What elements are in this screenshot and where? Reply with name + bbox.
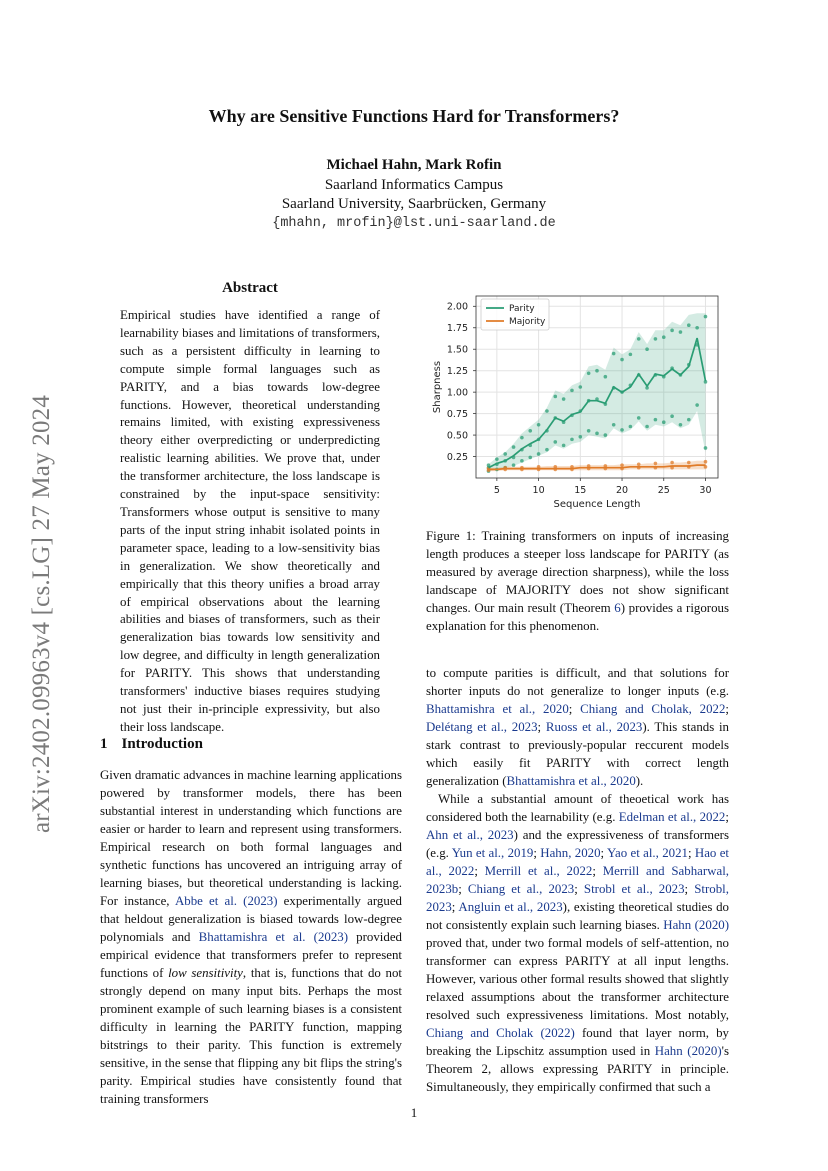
- affiliation-line-1: Saarland Informatics Campus: [324, 177, 504, 193]
- y-tick-label: 1.00: [446, 387, 468, 399]
- citation-link[interactable]: Ruoss et al., 2023: [545, 720, 643, 734]
- data-point-parity: [662, 335, 666, 339]
- citation-link[interactable]: Delétang et al., 2023: [426, 720, 538, 734]
- data-point-parity: [595, 369, 599, 373]
- data-point-majority: [670, 461, 674, 465]
- data-point-parity: [637, 416, 641, 420]
- data-point-parity: [528, 429, 532, 433]
- citation-link[interactable]: Chiang and Cholak, 2022: [580, 702, 726, 716]
- data-point-parity: [545, 409, 549, 413]
- emphasis-term: low sensitivity: [168, 966, 243, 980]
- data-point-majority: [704, 460, 708, 464]
- citation-link[interactable]: Ahn et al., 2023: [426, 828, 514, 842]
- data-point-parity: [654, 418, 658, 422]
- data-point-parity: [645, 425, 649, 429]
- data-point-parity: [528, 456, 532, 460]
- paper-title: Why are Sensitive Functions Hard for Transformers?: [208, 106, 620, 126]
- citation-link[interactable]: Hao et al., 2022: [426, 846, 730, 878]
- data-point-majority: [687, 461, 691, 465]
- y-tick-label: 0.50: [446, 430, 468, 442]
- data-point-parity: [495, 457, 499, 461]
- data-point-parity: [570, 438, 574, 442]
- data-point-parity: [537, 423, 541, 427]
- data-point-parity: [512, 463, 516, 467]
- data-point-parity: [662, 420, 666, 424]
- y-tick-label: 2.00: [446, 301, 468, 313]
- data-point-parity: [679, 423, 683, 427]
- section-title: Introduction: [121, 736, 203, 752]
- citation-link[interactable]: Bhattamishra et al., 2020: [506, 774, 636, 788]
- data-point-parity: [520, 459, 524, 463]
- data-point-parity: [512, 445, 516, 449]
- y-tick-label: 1.25: [446, 365, 468, 377]
- data-point-parity: [579, 385, 583, 389]
- x-tick-label: 15: [574, 485, 587, 496]
- x-axis-label: Sequence Length: [553, 499, 641, 510]
- citation-link[interactable]: Hahn (2020): [654, 1044, 722, 1058]
- data-point-majority: [620, 463, 624, 467]
- data-point-majority: [654, 462, 658, 466]
- citation-link[interactable]: Merrill and Sabharwal, 2023b: [426, 864, 730, 896]
- data-point-parity: [545, 448, 549, 452]
- citation-link[interactable]: Bhattamishra et al. (2023): [198, 930, 349, 944]
- citation-link[interactable]: Chiang et al., 2023: [467, 882, 575, 896]
- data-point-parity: [629, 425, 633, 429]
- x-tick-label: 20: [615, 485, 629, 496]
- legend-label-parity: Parity: [509, 304, 535, 315]
- data-point-parity: [695, 403, 699, 407]
- author-email: {mhahn, mrofin}@lst.uni-saarland.de: [272, 216, 556, 231]
- chart-legend: [481, 299, 549, 330]
- citation-link[interactable]: Chiang and Cholak (2022): [426, 1026, 575, 1040]
- data-point-parity: [670, 329, 674, 333]
- data-point-parity: [562, 397, 566, 401]
- data-point-parity: [637, 337, 641, 341]
- citation-link[interactable]: Hahn (2020): [663, 918, 729, 932]
- abstract-heading: Abstract: [222, 280, 278, 296]
- data-point-parity: [670, 414, 674, 418]
- citation-link[interactable]: Bhattamishra et al., 2020: [426, 702, 569, 716]
- citation-link[interactable]: Edelman et al., 2022: [618, 810, 726, 824]
- x-tick-label: 30: [699, 485, 712, 496]
- right-column-text: [426, 664, 729, 1096]
- data-point-parity: [604, 433, 608, 437]
- data-point-parity: [679, 330, 683, 334]
- section-heading-introduction: [100, 736, 203, 753]
- x-tick-label: 5: [493, 485, 500, 496]
- section-number: 1: [100, 736, 108, 752]
- y-axis-label: Sharpness: [432, 360, 443, 414]
- data-point-parity: [620, 428, 624, 432]
- data-point-parity: [604, 375, 608, 379]
- data-point-parity: [704, 446, 708, 450]
- x-tick-label: 10: [532, 485, 545, 496]
- data-point-parity: [620, 358, 624, 362]
- data-point-parity: [587, 429, 591, 433]
- data-point-parity: [553, 440, 557, 444]
- affiliation-line-2: Saarland University, Saarbrücken, Germany: [281, 196, 547, 212]
- citation-link[interactable]: Strobl et al., 2023: [583, 882, 685, 896]
- y-tick-label: 1.50: [446, 344, 468, 356]
- data-point-parity: [612, 352, 616, 356]
- data-point-parity: [629, 353, 633, 357]
- citation-link[interactable]: Strobl, 2023: [426, 882, 729, 914]
- data-point-parity: [687, 323, 691, 327]
- data-point-parity: [537, 452, 541, 456]
- data-point-parity: [704, 315, 708, 319]
- citation-link[interactable]: Yun et al., 2019: [451, 846, 534, 860]
- y-tick-label: 1.75: [446, 323, 468, 335]
- citation-link[interactable]: Angluin et al., 2023: [458, 900, 563, 914]
- x-tick-label: 25: [657, 485, 670, 496]
- author-names: Michael Hahn, Mark Rofin: [326, 157, 502, 173]
- page-number: 1: [410, 1105, 418, 1120]
- data-point-parity: [587, 371, 591, 375]
- paragraph: While a substantial amount of theoetical work has considered both the learnability (e.g. Edelman et al., 2022; Ahn et al., 2023) and the expressiveness of transformers (e.g. Yun et al., 2019; Hahn, 2020; Yao et al., 2021; Hao et al., 2022; Merrill et al., 2022; Merrill and Sabharwal, 2023b; Chiang et al., 2023; Strobl et al., 2023; Strobl, 2023; Angluin et al., 2023), existing theoretical studies do not consistently explain such learning biases. Hahn (2020) proved that, under two formal models of self-attention, no transformer can express PARITY at all input lengths. However, various other formal results showed that slightly relaxed assumptions about the transformer architecture resolved such expressiveness limitations. Most notably, Chiang and Cholak (2022) found that layer norm, by breaking the Lipschitz assumption used in Hahn (2020)'s Theorem 2, allows expressing PARITY in principle. Simultaneously, they empirically confirmed that such a: [426, 792, 730, 1094]
- y-tick-label: 0.75: [446, 408, 468, 420]
- data-point-parity: [520, 436, 524, 440]
- data-point-parity: [645, 347, 649, 351]
- data-point-parity: [503, 452, 507, 456]
- data-point-parity: [687, 418, 691, 422]
- data-point-parity: [562, 444, 566, 448]
- data-point-parity: [553, 395, 557, 399]
- figure-caption: Figure 1: Training transformers on inputs of increasing length produces a steeper loss landscape for PARITY (as measured by average direction sharpness), while the loss landscape of MAJORITY does not show significant changes. Our main result (Theorem 6) provides a rigorous explanation for this phenomenon.: [426, 529, 729, 633]
- arxiv-stamp: arXiv:2402.09963v4 [cs.LG] 27 May 2024: [28, 394, 55, 834]
- data-point-parity: [612, 423, 616, 427]
- data-point-majority: [637, 462, 641, 466]
- data-point-parity: [595, 432, 599, 436]
- paragraph: to compute parities is difficult, and that solutions for shorter inputs do not generalize to longer inputs (e.g. Bhattamishra et al., 2020; Chiang and Cholak, 2022; Delétang et al., 2023; Ruoss et al., 2023). This stands in stark contrast to previously-popular reccurent models which easily fit PARITY with correct length generalization (Bhattamishra et al., 2020).: [426, 666, 730, 788]
- sharpness-chart: [426, 290, 736, 512]
- y-tick-label: 0.25: [446, 451, 468, 463]
- citation-link[interactable]: Hahn, 2020: [540, 846, 601, 860]
- data-point-parity: [579, 435, 583, 439]
- data-point-parity: [654, 337, 658, 341]
- data-point-parity: [570, 389, 574, 393]
- citation-link[interactable]: Abbe et al. (2023): [174, 894, 278, 908]
- legend-label-majority: Majority: [509, 317, 546, 328]
- theorem-link[interactable]: 6: [614, 600, 621, 615]
- abstract-text: Empirical studies have identified a range of learnability biases and limitations of transformers, such as a persistent difficulty in learning to compute simple formal languages such as PARITY, and a bias towards low-degree functions. However, theoretical understanding remains limited, with existing expressiveness theory either overpredicting or underpredicting realistic learning abilities. We prove that, under the transformer architecture, the loss landscape is constrained by the input-space sensitivity: Transformers whose output is sensitive to many parts of the input string inhabit isolated points in parameter space, leading to a low-sensitivity bias in generalization. We show theoretically and empirically that this theory unifies a broad array of empirical observations about the learning abilities and biases of transformers, such as their generalization bias towards low sensitivity and low degree, and difficulty in length generalization for PARITY. This shows that understanding transformers' inductive biases requires studying not just their in-principle expressivity, but also their loss landscape.: [120, 308, 380, 734]
- citation-link[interactable]: Merrill et al., 2022: [484, 864, 593, 878]
- citation-link[interactable]: Yao et al., 2021: [606, 846, 688, 860]
- intro-paragraph: Given dramatic advances in machine learning applications powered by transformer models, there has been substantial interest in understanding which functions are easier or harder to learn and represent using transformers. Empirical research on both formal languages and synthetic functions has uncovered an intriguing array of learning biases, but theoretical understanding is lacking. For instance, Abbe et al. (2023) experimentally argued that heldout generalization is biased towards low-degree polynomials and Bhattamishra et al. (2023) provided empirical evidence that transformers prefer to represent functions of low sensitivity, that is, functions that do not strongly depend on many input bits. Perhaps the most prominent example of such learning biases is a consistent difficulty in learning the PARITY function, mapping bitstrings to their parity. This function is extremely sensitive, in the sense that flipping any bit flips the string's parity. Empirical studies have consistently found that training transformers: [100, 768, 403, 1106]
- data-point-parity: [695, 326, 699, 330]
